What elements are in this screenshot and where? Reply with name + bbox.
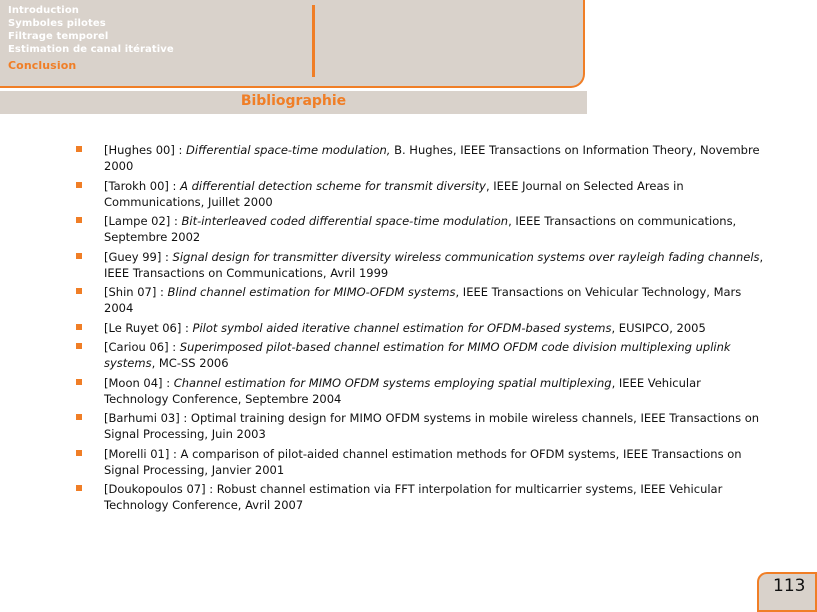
nav-item-conclusion[interactable]: Conclusion	[8, 59, 77, 72]
page-number: 113	[773, 576, 806, 596]
reference-details: Robust channel estimation via FFT interpolation for multicarrier systems, IEEE Vehicular Technology Conference, Avril 2007	[104, 482, 723, 512]
square-bullet-icon	[76, 414, 82, 420]
reference-details: , EUSIPCO, 2005	[611, 320, 706, 335]
square-bullet-icon	[76, 324, 82, 330]
reference-key: [Hughes 00] :	[104, 143, 187, 157]
reference-key: [Cariou 06] :	[104, 340, 180, 354]
reference-item	[76, 142, 766, 174]
reference-details: Optimal training design for MIMO OFDM systems in mobile wireless channels, IEEE Transactions on Signal Processing, Juin 2003	[104, 411, 760, 441]
reference-item	[76, 339, 766, 371]
reference-item	[76, 446, 766, 478]
reference-key: [Shin 07] :	[104, 285, 168, 299]
reference-key: [Morelli 01] :	[104, 446, 181, 461]
square-bullet-icon	[76, 182, 82, 188]
reference-key: [Doukopoulos 07] :	[104, 482, 217, 496]
reference-item	[76, 481, 766, 513]
slide-title-bar	[0, 91, 587, 114]
reference-title: Superimposed pilot-based channel estimation for MIMO OFDM code division multiplexing uplink systems	[104, 340, 731, 370]
nav-item-filtrage-temporel[interactable]: Filtrage temporel	[8, 31, 109, 42]
reference-details: A comparison of pilot-aided channel estimation methods for OFDM systems, IEEE Transactions on Signal Processing, Janvier 2001	[104, 446, 742, 477]
square-bullet-icon	[76, 146, 82, 152]
section-nav-panel	[0, 0, 585, 88]
reference-item	[76, 178, 766, 210]
reference-key: [Le Ruyet 06] :	[104, 320, 193, 335]
nav-divider	[312, 5, 315, 77]
slide-title: Bibliographie	[240, 93, 347, 109]
square-bullet-icon	[76, 379, 82, 385]
reference-title: Differential space-time modulation,	[186, 143, 391, 157]
square-bullet-icon	[76, 288, 82, 294]
reference-details: , IEEE Transactions on communications, Septembre 2002	[104, 214, 737, 244]
nav-item-estimation-canal[interactable]: Estimation de canal itérative	[8, 44, 174, 55]
reference-details: , IEEE Journal on Selected Areas in Communications, Juillet 2000	[104, 178, 684, 209]
reference-title: Blind channel estimation for MIMO-OFDM systems	[167, 285, 456, 299]
square-bullet-icon	[76, 343, 82, 349]
reference-item	[76, 320, 766, 336]
reference-key: [Moon 04] :	[104, 375, 174, 390]
reference-item	[76, 284, 766, 316]
reference-details: , IEEE Transactions on Vehicular Technology, Mars 2004	[104, 285, 742, 315]
reference-details: , MC-SS 2006	[151, 356, 229, 370]
reference-key: [Tarokh 00] :	[104, 178, 181, 193]
reference-item	[76, 213, 766, 245]
square-bullet-icon	[76, 450, 82, 456]
reference-key: [Lampe 02] :	[104, 214, 182, 228]
nav-item-introduction[interactable]: Introduction	[8, 5, 80, 16]
reference-details: , IEEE Transactions on Communications, Avril 1999	[104, 249, 764, 280]
reference-title: Channel estimation for MIMO OFDM systems employing spatial multiplexing	[173, 375, 612, 390]
reference-title: Bit-interleaved coded differential space-time modulation	[181, 214, 509, 228]
square-bullet-icon	[76, 253, 82, 259]
reference-item	[76, 410, 766, 442]
square-bullet-icon	[76, 217, 82, 223]
reference-item	[76, 249, 766, 281]
section-nav	[8, 4, 174, 72]
nav-item-symboles-pilotes[interactable]: Symboles pilotes	[8, 18, 106, 29]
square-bullet-icon	[76, 485, 82, 491]
reference-title: Pilot symbol aided iterative channel estimation for OFDM-based systems	[192, 320, 612, 335]
reference-title: A differential detection scheme for transmit diversity	[180, 178, 486, 193]
page-number-tab	[757, 572, 817, 612]
reference-details: , IEEE Vehicular Technology Conference, Septembre 2004	[104, 375, 701, 406]
reference-title: Signal design for transmitter diversity wireless communication systems over rayleigh fading channels	[172, 249, 760, 264]
reference-item	[76, 375, 766, 407]
reference-list	[76, 142, 766, 517]
reference-key: [Guey 99] :	[104, 249, 173, 264]
reference-details: B. Hughes, IEEE Transactions on Information Theory, Novembre 2000	[104, 143, 760, 173]
reference-key: [Barhumi 03] :	[104, 411, 191, 425]
